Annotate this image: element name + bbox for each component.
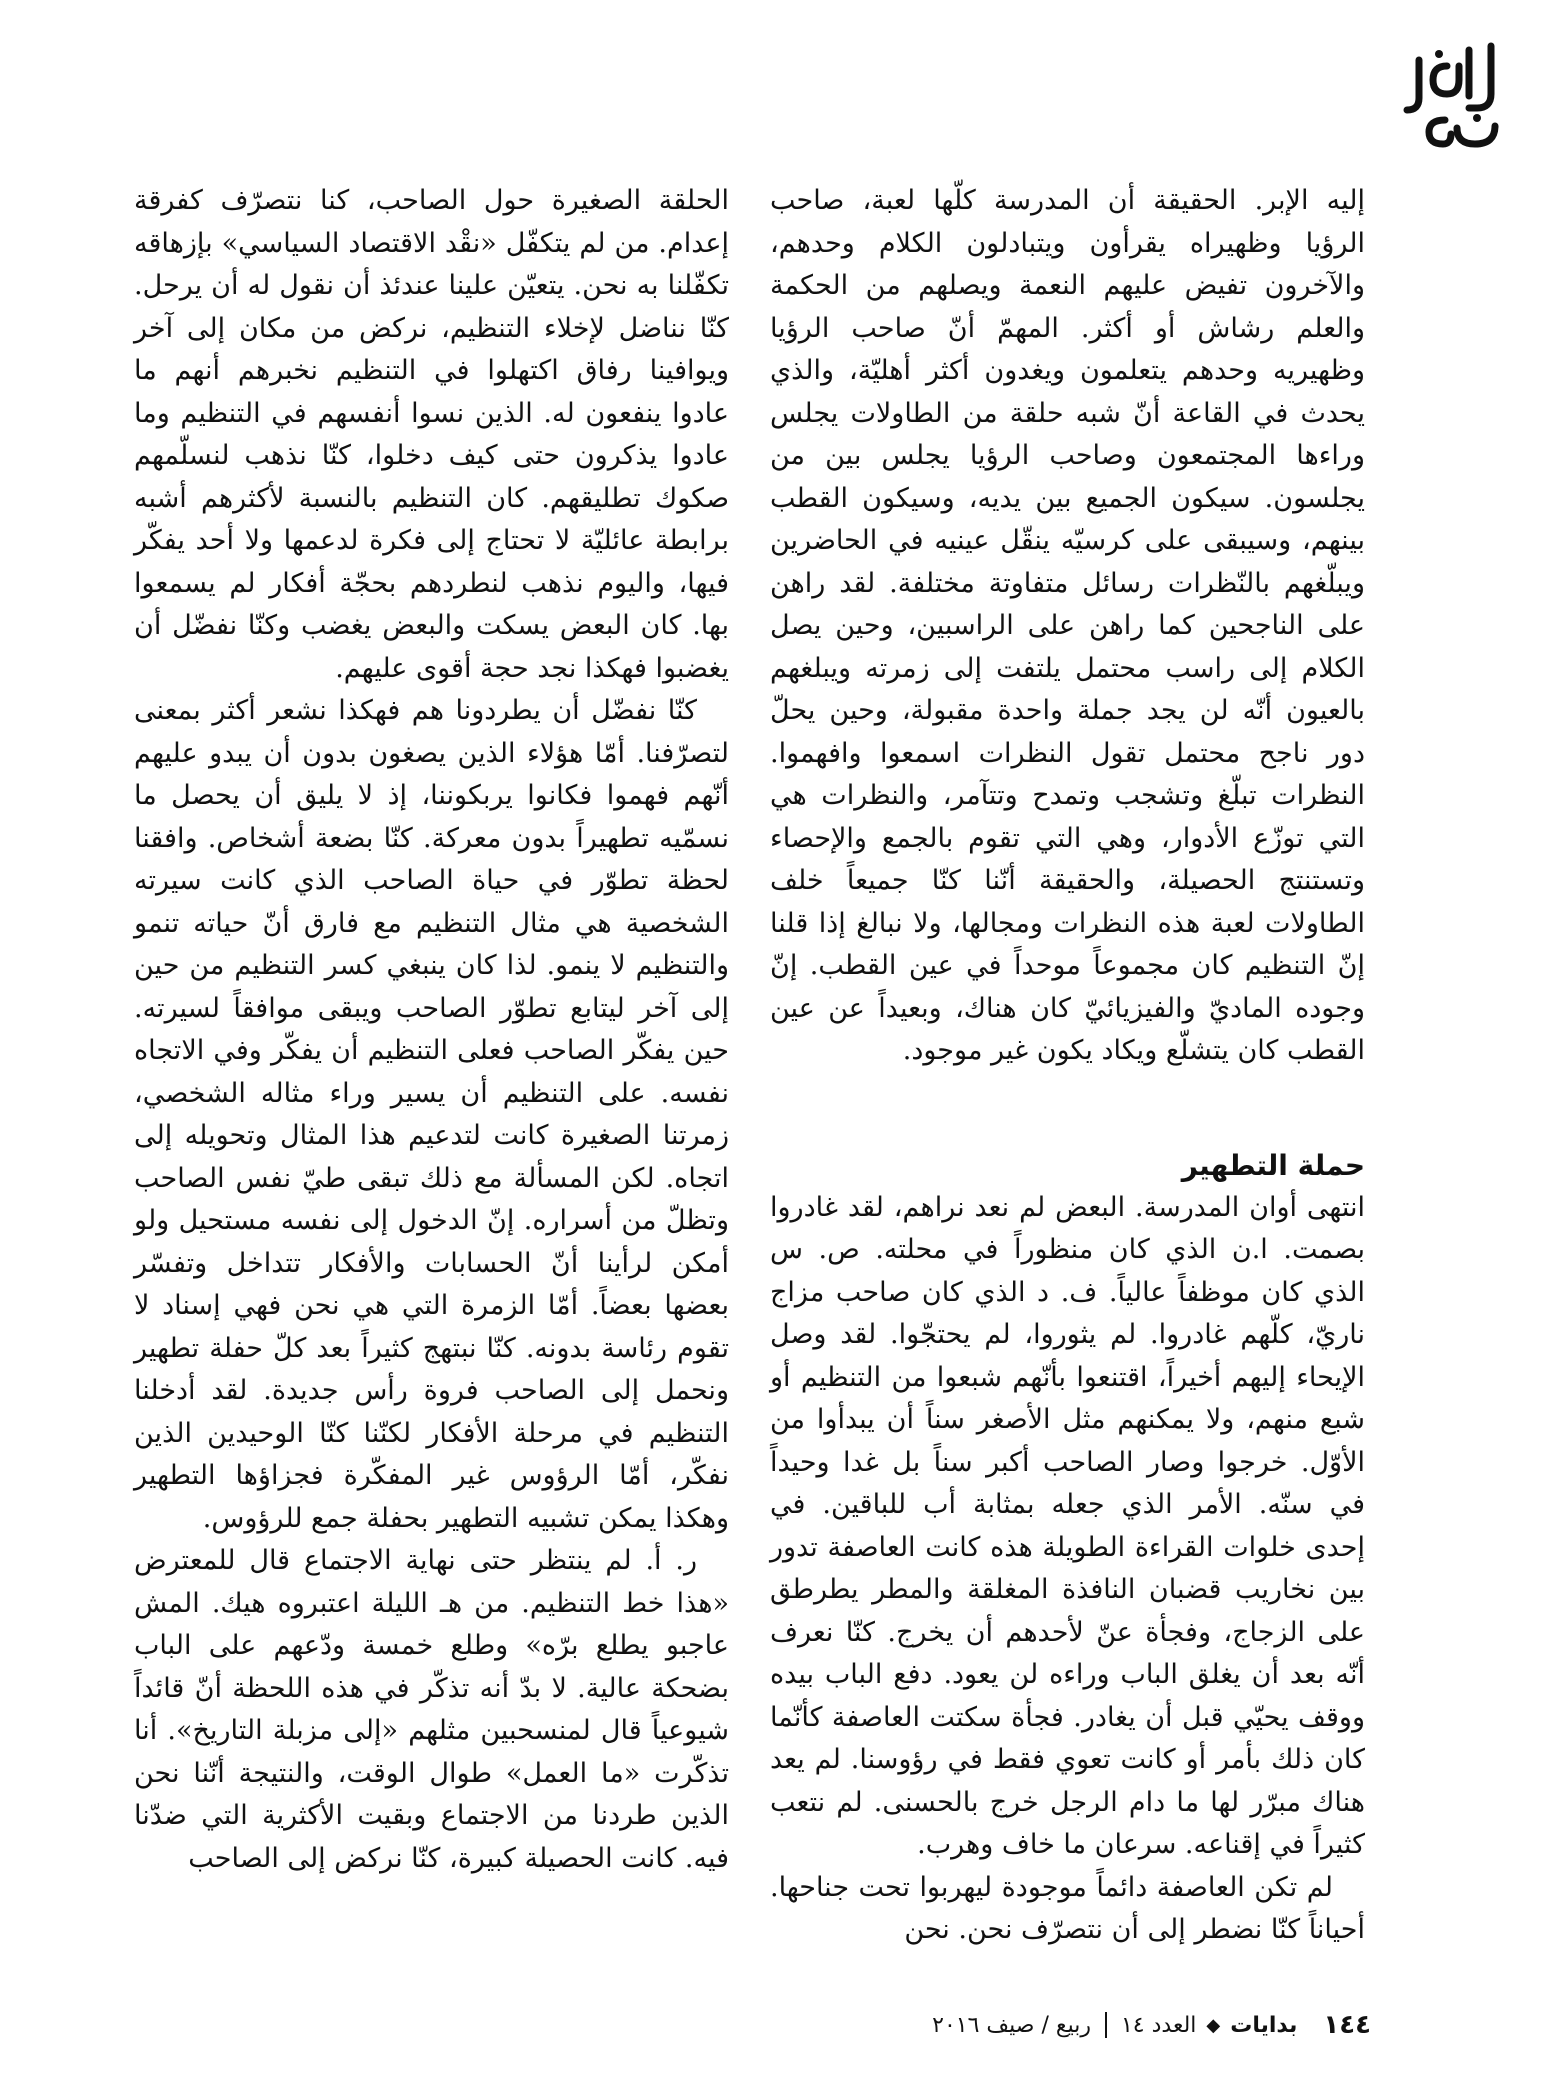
page-number: ١٤٤: [1323, 2010, 1371, 2040]
article-paragraph: كنّا نفضّل أن يطردونا هم فهكذا نشعر أكثر بمعنى لتصرّفنا. أمّا هؤلاء الذين يصغون بدون أن يبدو عليهم أنّهم فهموا فكانوا يربكوننا، إذ لا يليق أن يحصل ما نسمّيه تطهيراً بدون معركة. كنّا بضعة أشخاص. وافقنا لحظة تطوّر في حياة الصاحب الذي كانت سيرته الشخصية هي مثال التنظيم مع فارق أنّ حياته تنمو والتنظيم لا ينمو. لذا كان ينبغي كسر التنظيم من حين إلى آخر ليتابع تطوّر الصاحب ويبقى موافقاً لسيرته. حين يفكّر الصاحب فعلى التنظيم أن يفكّر وفي الاتجاه نفسه. على التنظيم أن يسير وراء مثاله الشخصي، زمرتنا الصغيرة كانت لتدعيم هذا المثال وتحويله إلى اتجاه. لكن المسألة مع ذلك تبقى طيّ نفس الصاحب وتظلّ من أسراره. إنّ الدخول إلى نفسه مستحيل ولو أمكن لرأينا أنّ الحسابات والأفكار تتداخل وتفسّر بعضها بعضاً. أمّا الزمرة التي هي نحن فهي إسناد لا تقوم رئاسة بدونه. كنّا نبتهج كثيراً بعد كلّ حفلة تطهير ونحمل إلى الصاحب فروة رأس جديدة. لقد أدخلنا التنظيم في مرحلة الأفكار لكنّنا كنّا الوحيدين الذين نفكّر، أمّا الرؤوس غير المفكّرة فجزاؤها التطهير وهكذا يمكن تشبيه التطهير بحفلة جمع للرؤوس.: [134, 695, 729, 1534]
article-paragraph: الحلقة الصغيرة حول الصاحب، كنا نتصرّف كفرقة إعدام. من لم يتكفّل «نقْد الاقتصاد السياسي» بإزهاقه تكفّلنا به نحن. يتعيّن علينا عندئذ أن نقول له أن يرحل. كنّا نناضل لإخلاء التنظيم، نركض من مكان إلى آخر ويوافينا رفاق اكتهلوا في التنظيم نخبرهم أنهم ما عادوا ينفعون له. الذين نسوا أنفسهم في التنظيم وما عادوا يذكرون حتى كيف دخلوا، كنّا نذهب لنسلّمهم صكوك تطليقهم. كان التنظيم بالنسبة لأكثرهم أشبه برابطة عائليّة لا تحتاج إلى فكرة لدعمها ولا أحد يفكّر فيها، واليوم نذهب لنطردهم بحجّة أفكار لم يسمعوا بها. كان البعض يسكت والبعض يغضب وكنّا نفضّل أن يغضبوا فهكذا نجد حجة أقوى عليهم.: [134, 185, 729, 684]
article-column-left: [134, 180, 729, 1880]
article-column-right: [770, 180, 1365, 1952]
magazine-name: بدايات: [1230, 2012, 1298, 2038]
article-paragraph: إليه الإبر. الحقيقة أن المدرسة كلّها لعبة، صاحب الرؤيا وظهيراه يقرأون ويتبادلون الكلام وحدهم، والآخرون تفيض عليهم النعمة ويصلهم من الحكمة والعلم رشاش أو أكثر. المهمّ أنّ صاحب الرؤيا وظهيريه وحدهم يتعلمون ويغدون أكثر أهليّة، والذي يحدث في القاعة أنّ شبه حلقة من الطاولات يجلس وراءها المجتمعون وصاحب الرؤيا يجلس بين من يجلسون. سيكون الجميع بين يديه، وسيكون القطب بينهم، وسيبقى على كرسيّه ينقّل عينيه في الحاضرين ويبلّغهم بالنّظرات رسائل متفاوتة مختلفة. لقد راهن على الناجحين كما راهن على الراسبين، وحين يصل الكلام إلى راسب محتمل يلتفت إلى زمرته ويبلغهم بالعيون أنّه لن يجد جملة واحدة مقبولة، وحين يحلّ دور ناجح محتمل تقول النظرات اسمعوا وافهموا. النظرات تبلّغ وتشجب وتمدح وتتآمر، والنظرات هي التي توزّع الأدوار، وهي التي تقوم بالجمع والإحصاء وتستنتج الحصيلة، والحقيقة أنّنا كنّا جميعاً خلف الطاولات لعبة هذه النظرات ومجالها، ولا نبالغ إذا قلنا إنّ التنظيم كان مجموعاً موحداً في عين القطب. إنّ وجوده الماديّ والفيزيائيّ كان هناك، وبعيداً عن عين القطب كان يتشلّع ويكاد يكون غير موجود.: [770, 185, 1365, 1066]
article-paragraph: انتهى أوان المدرسة. البعض لم نعد نراهم، لقد غادروا بصمت. ا.ن الذي كان منظوراً في محلته. ص. س الذي كان موظفاً عالياً. ف. د الذي كان صاحب مزاج ناريّ، كلّهم غادروا. لم يثوروا، لم يحتجّوا. لقد وصل الإيحاء إليهم أخيراً، اقتنعوا بأنّهم شبعوا من التنظيم أو شبع منهم، ولا يمكنهم مثل الأصغر سناً أن يبدأوا من الأوّل. خرجوا وصار الصاحب أكبر سناً بل غدا وحيداً في سنّه. الأمر الذي جعله بمثابة أب للباقين. في إحدى خلوات القراءة الطويلة هذه كانت العاصفة تدور بين نخاريب قضبان النافذة المغلقة والمطر يطرطق على الزجاج، وفجأة عنّ لأحدهم أن يخرج. كنّا نعرف أنّه بعد أن يغلق الباب وراءه لن يعود. دفع الباب بيده ووقف يحيّي قبل أن يغادر. فجأة سكتت العاصفة كأنّما كان ذلك بأمر أو كانت تعوي فقط في رؤوسنا. لم يعد هناك مبرّر لها ما دام الرجل خرج بالحسنى. لم نتعب كثيراً في إقناعه. سرعان ما خاف وهرب.: [770, 1191, 1365, 1860]
footer-divider: [1105, 2012, 1107, 2038]
issue-number: العدد ١٤: [1120, 2012, 1197, 2038]
page-footer: [731, 2005, 1371, 2045]
article-paragraph: لم تكن العاصفة دائماً موجودة ليهربوا تحت جناحها. أحياناً كنّا نضطر إلى أن نتصرّف نحن. نحن: [770, 1871, 1365, 1945]
issue-season: ربيع / صيف ٢٠١٦: [932, 2012, 1091, 2038]
section-heading: حملة التطهير: [1181, 1148, 1365, 1182]
diamond-separator-icon: ◆: [1206, 2014, 1221, 2036]
calligraphy-logo-icon: [1399, 36, 1511, 154]
article-paragraph: ر. أ. لم ينتظر حتى نهاية الاجتماع قال للمعترض «هذا خط التنظيم. من هـ الليلة اعتبروه هيك. المش عاجبو يطلع برّه» وطلع خمسة ودّعهم على الباب بضحكة عالية. لا بدّ أنه تذكّر في هذه اللحظة أنّ قائداً شيوعياً قال لمنسحبين مثلهم «إلى مزبلة التاريخ». أنا تذكّرت «ما العمل» طوال الوقت، والنتيجة أنّنا نحن الذين طردنا من الاجتماع وبقيت الأكثرية التي ضدّنا فيه. كانت الحصيلة كبيرة، كنّا نركض إلى الصاحب: [134, 1545, 729, 1874]
